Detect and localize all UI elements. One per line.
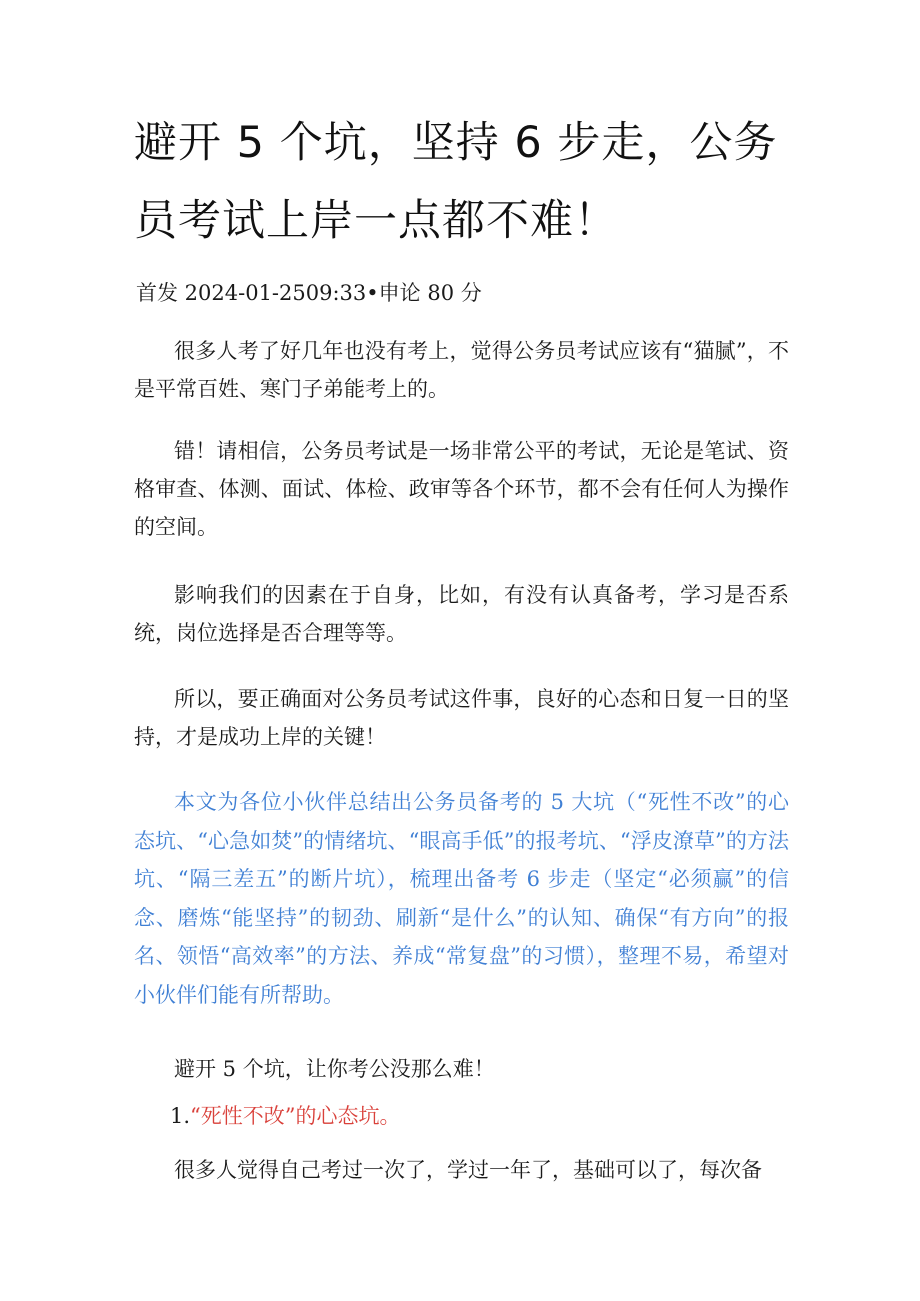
list-item-text: “死性不改”的心态坑。 bbox=[190, 1104, 401, 1128]
section-heading: 避开 5 个坑，让你考公没那么难！ bbox=[174, 1057, 495, 1081]
paragraph-factors: 影响我们的因素在于自身，比如，有没有认真备考，学习是否系统，岗位选择是否合理等等。 bbox=[134, 583, 789, 645]
paragraph-summary: 本文为各位小伙伴总结出公务员备考的 5 大坑（“死性不改”的心态坑、“心急如焚”的情绪坑、“眼高手低”的报考坑、“浮皮潦草”的方法坑、“隔三差五”的断片坑），梳理出备考 6 步走（坚定“必须赢”的信念、磨炼“能坚持”的韧劲、刷新“是什么”的认知、确保“有方向”的报名、领悟“高效率”的方法、养成“常复盘”的习惯），整理不易，希望对小伙伴们能有所帮助。 bbox=[134, 790, 789, 1007]
paragraph-last: 很多人觉得自己考过一次了，学过一年了，基础可以了，每次备 bbox=[174, 1158, 762, 1182]
paragraph-intro: 很多人考了好几年也没有考上，觉得公务员考试应该有“猫腻”，不是平常百姓、寒门子弟能考上的。 bbox=[134, 339, 789, 401]
paragraph-key: 所以，要正确面对公务员考试这件事，良好的心态和日复一日的坚持，才是成功上岸的关键！ bbox=[134, 687, 789, 749]
paragraph-fairness: 错！请相信，公务员考试是一场非常公平的考试，无论是笔试、资格审查、体测、面试、体检、政审等各个环节，都不会有任何人为操作的空间。 bbox=[134, 439, 789, 539]
article-meta: 首发 2024-01-2509:33•申论 80 分 bbox=[136, 281, 482, 305]
list-item bbox=[134, 1097, 789, 1135]
article-title: 避开 5 个坑，坚持 6 步走，公务员考试上岸一点都不难！ bbox=[134, 118, 778, 246]
list-item-number: 1. bbox=[170, 1104, 191, 1128]
